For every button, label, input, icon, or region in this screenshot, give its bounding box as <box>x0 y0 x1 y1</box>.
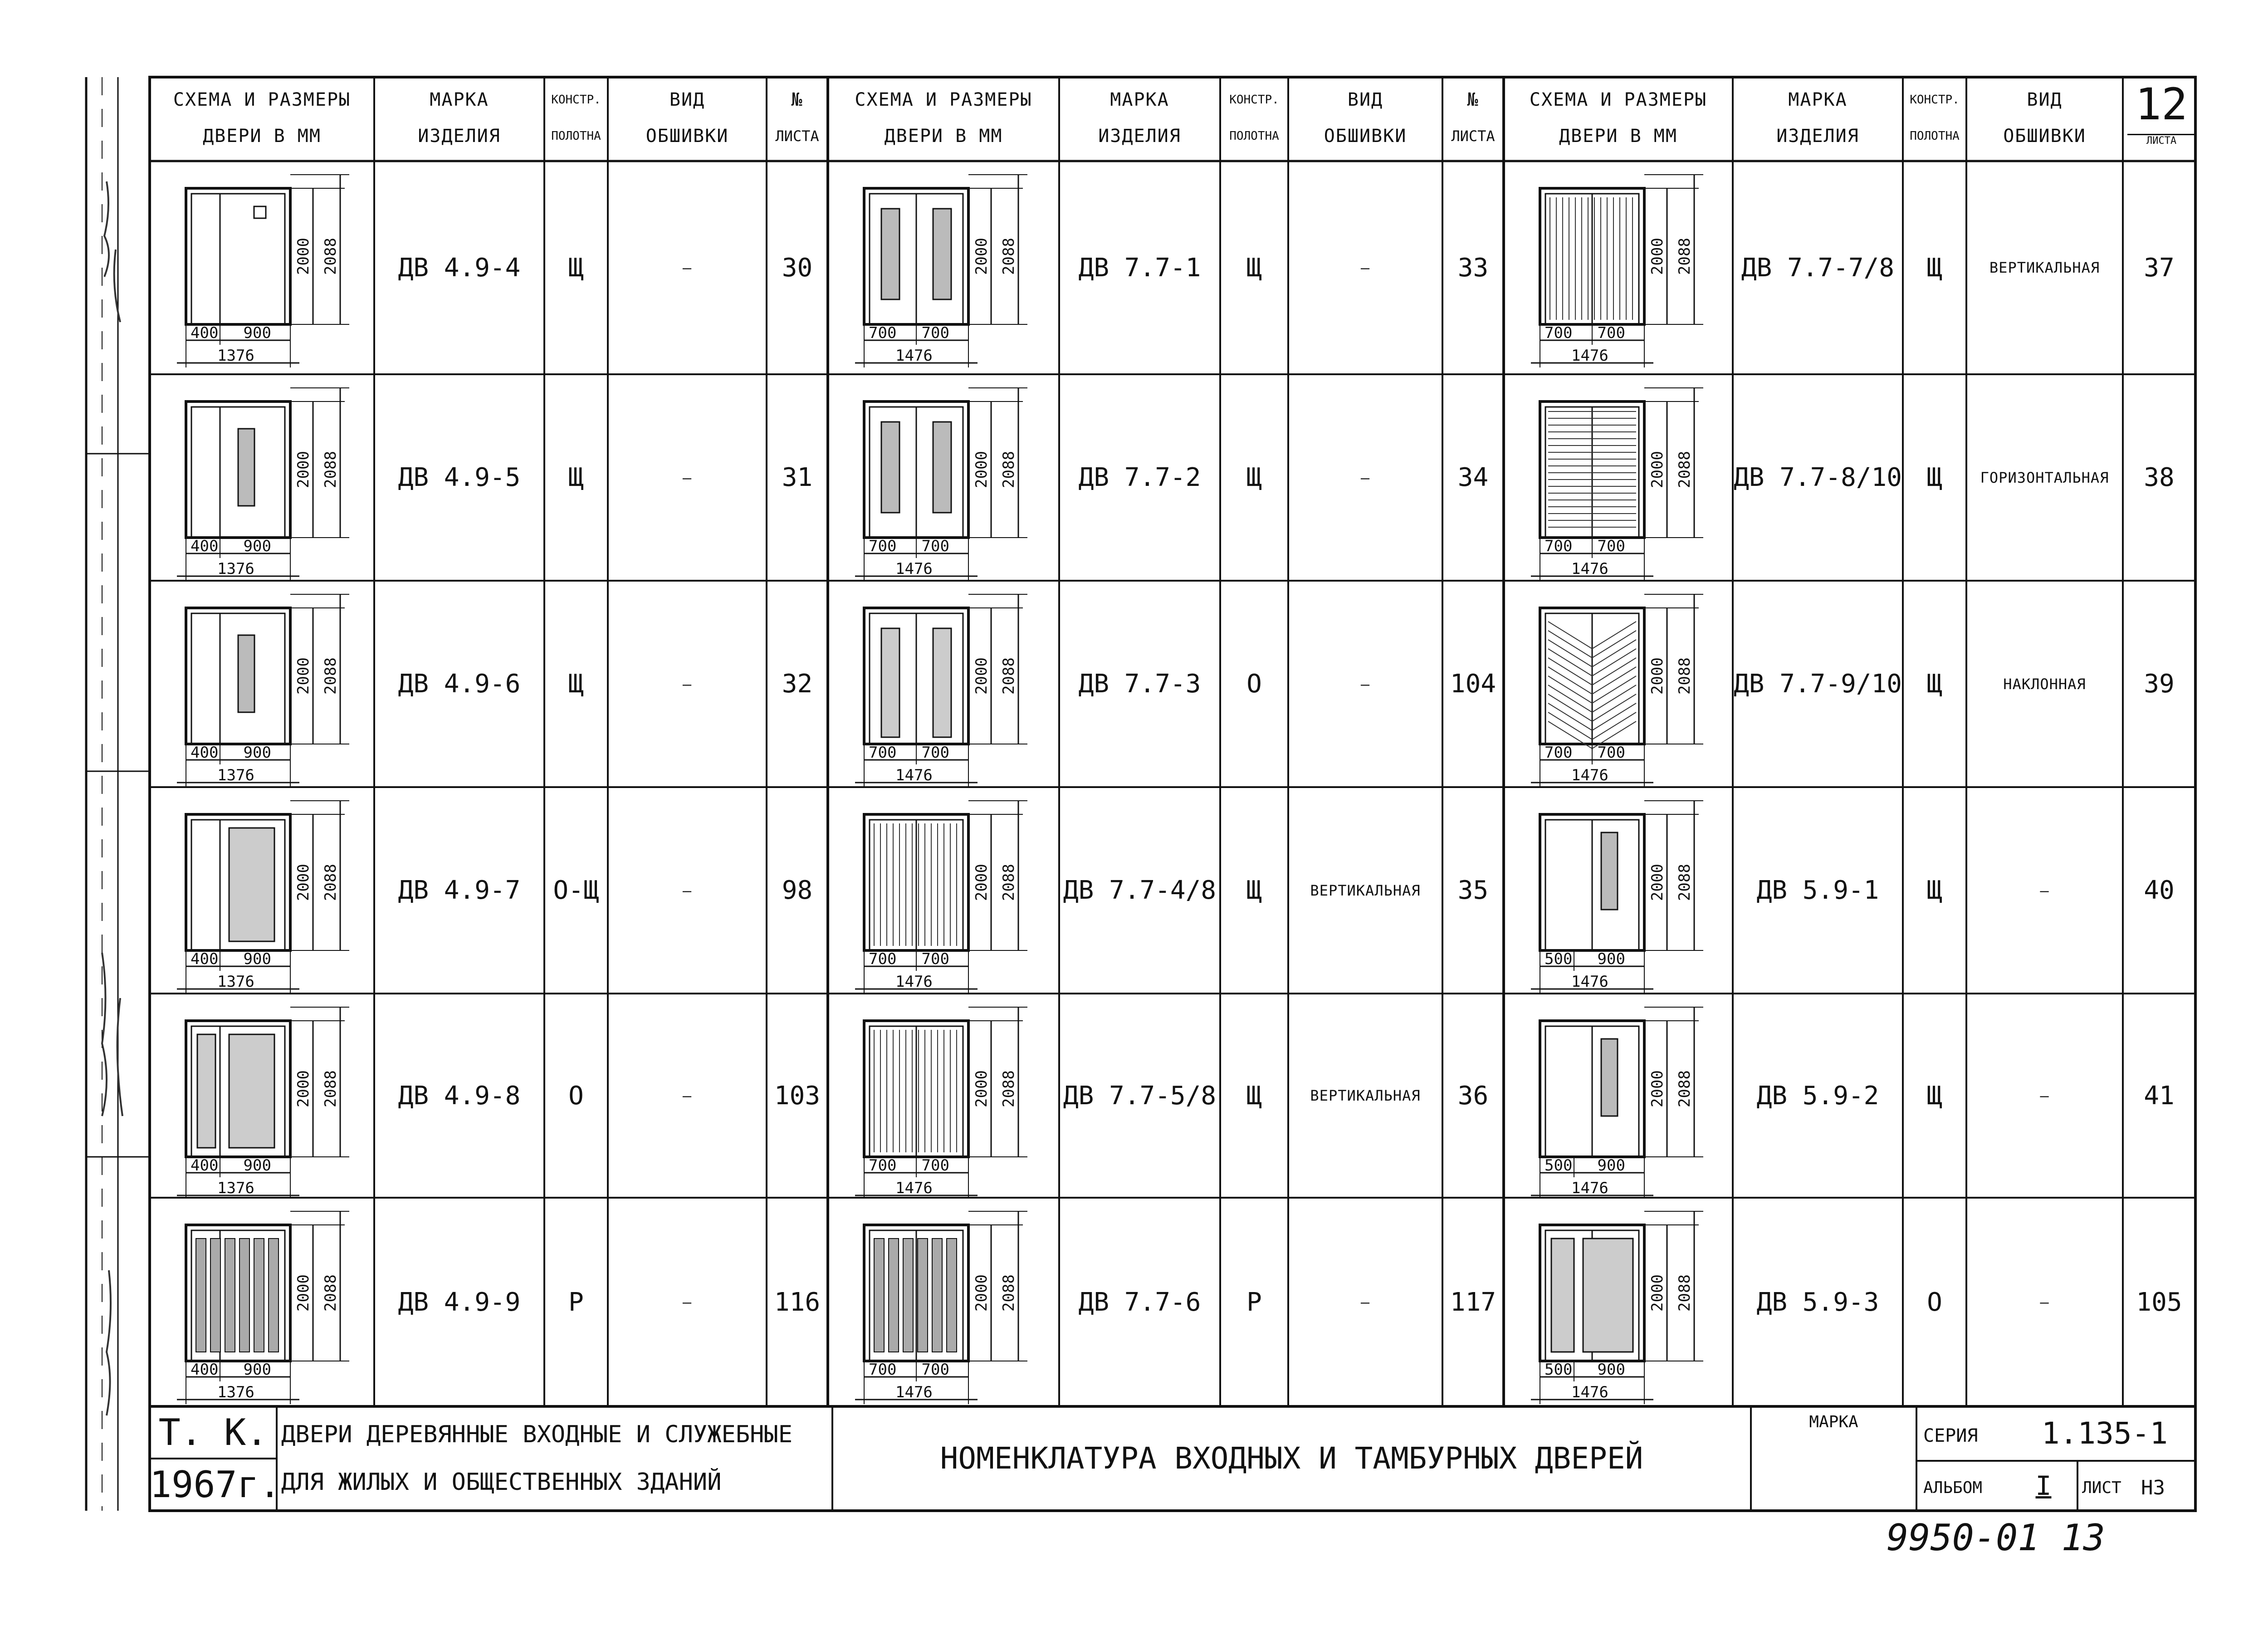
dim-height-2088: 2088 <box>322 864 340 901</box>
dim-width-1: 400 <box>191 1361 219 1379</box>
door-sheet-number: 36 <box>1457 1081 1489 1111</box>
dim-width-2: 700 <box>1597 744 1625 762</box>
dim-total-width: 1476 <box>895 766 933 784</box>
door-construction: Щ <box>1246 463 1262 492</box>
door-scheme-drawing <box>828 161 1059 374</box>
dim-height-2088: 2088 <box>322 1070 340 1107</box>
door-cladding: — <box>1360 469 1370 486</box>
door-construction: Щ <box>1927 463 1942 492</box>
door-sheet-number: 38 <box>2144 463 2175 492</box>
door-scheme-drawing <box>828 374 1059 581</box>
door-mark: ДВ 7.7-8/10 <box>1734 463 1902 492</box>
door-scheme-drawing <box>150 581 374 787</box>
door-sheet-number: 103 <box>774 1081 821 1111</box>
door-construction: О <box>568 1081 584 1111</box>
dim-height-2088: 2088 <box>322 1274 340 1312</box>
door-cladding: НАКЛОННАЯ <box>2003 675 2086 693</box>
dim-total-width: 1376 <box>217 973 254 991</box>
dim-width-1: 500 <box>1545 1156 1573 1175</box>
door-construction: Щ <box>1246 1081 1262 1111</box>
dim-height-2088: 2088 <box>1000 238 1018 275</box>
door-construction: Щ <box>1927 1081 1942 1111</box>
door-cladding: — <box>2040 881 2049 899</box>
dim-total-width: 1376 <box>217 347 254 365</box>
door-scheme-drawing <box>150 374 374 581</box>
dim-height-2088: 2088 <box>1000 657 1018 695</box>
header-scheme-2: ДВЕРИ В ММ <box>1559 126 1677 147</box>
dim-height-2088: 2088 <box>1676 238 1694 275</box>
door-sheet-number: 105 <box>2136 1287 2182 1317</box>
dim-height-2000: 2000 <box>1648 1274 1667 1312</box>
door-cladding: ГОРИЗОНТАЛЬНАЯ <box>1980 469 2109 486</box>
header-konstr-2: ПОЛОТНА <box>1910 129 1960 143</box>
dim-height-2000: 2000 <box>1648 238 1667 275</box>
dim-height-2000: 2000 <box>294 1070 313 1107</box>
dim-width-1: 400 <box>191 950 219 968</box>
header-no: № <box>791 89 803 110</box>
dim-width-1: 400 <box>191 1156 219 1175</box>
door-mark: ДВ 7.7-1 <box>1078 253 1201 283</box>
header-vid: ВИД <box>669 89 705 110</box>
margin-notes <box>88 91 147 1497</box>
door-mark: ДВ 5.9-2 <box>1756 1081 1879 1111</box>
stamp-list-label: ЛИСТ <box>2082 1479 2121 1497</box>
dim-total-width: 1476 <box>1571 1179 1608 1197</box>
dim-width-1: 700 <box>1545 744 1573 762</box>
door-cladding: ВЕРТИКАЛЬНАЯ <box>1310 881 1421 899</box>
stamp-album-value: I <box>2035 1470 2052 1501</box>
dim-width-2: 900 <box>243 950 271 968</box>
door-construction: Р <box>568 1287 584 1317</box>
door-construction: Щ <box>1927 253 1942 283</box>
door-mark: ДВ 5.9-1 <box>1756 876 1879 905</box>
door-sheet-number: 30 <box>782 253 813 283</box>
door-mark: ДВ 7.7-6 <box>1078 1287 1201 1317</box>
door-scheme-drawing <box>1504 787 1733 994</box>
door-construction: Щ <box>568 463 584 492</box>
dim-width-1: 400 <box>191 324 219 342</box>
dim-total-width: 1476 <box>1571 973 1608 991</box>
door-mark: ДВ 5.9-3 <box>1756 1287 1879 1317</box>
dim-width-1: 400 <box>191 744 219 762</box>
door-mark: ДВ 7.7-3 <box>1078 669 1201 699</box>
header-vid: ВИД <box>2027 89 2063 110</box>
dim-total-width: 1476 <box>1571 560 1608 578</box>
dim-height-2088: 2088 <box>1000 1274 1018 1312</box>
door-construction: Щ <box>568 253 584 283</box>
header-vid: ВИД <box>1347 89 1383 110</box>
header-konstr-2: ПОЛОТНА <box>1229 129 1279 143</box>
door-sheet-number: 31 <box>782 463 813 492</box>
door-construction: О-Щ <box>553 876 599 905</box>
door-cladding: — <box>682 881 692 899</box>
door-construction: Р <box>1246 1287 1262 1317</box>
door-scheme-drawing <box>150 161 374 374</box>
dim-height-2000: 2000 <box>973 238 991 275</box>
header-no: № <box>1467 89 1479 110</box>
dim-height-2000: 2000 <box>294 864 313 901</box>
dim-width-2: 900 <box>243 537 271 555</box>
door-mark: ДВ 4.9-9 <box>398 1287 521 1317</box>
dim-width-2: 900 <box>243 1361 271 1379</box>
stamp-tk: Т. К. <box>158 1411 268 1454</box>
dim-width-1: 700 <box>1545 537 1573 555</box>
header-scheme: СХЕМА И РАЗМЕРЫ <box>855 89 1032 110</box>
stamp-list-value: Н3 <box>2141 1476 2165 1499</box>
stamp-year: 1967г. <box>150 1464 281 1506</box>
header-konstr-2: ПОЛОТНА <box>551 129 601 143</box>
door-scheme-drawing <box>1504 994 1733 1198</box>
door-mark: ДВ 7.7-7/8 <box>1741 253 1895 283</box>
dim-width-1: 500 <box>1545 1361 1573 1379</box>
dim-total-width: 1476 <box>895 1383 933 1401</box>
dim-width-2: 900 <box>1597 950 1625 968</box>
dim-width-2: 700 <box>921 1361 949 1379</box>
door-sheet-number: 40 <box>2144 876 2175 905</box>
stamp-album-label: АЛЬБОМ <box>1923 1479 1983 1497</box>
dim-width-1: 700 <box>1545 324 1573 342</box>
dim-total-width: 1376 <box>217 1383 254 1401</box>
door-cladding: ВЕРТИКАЛЬНАЯ <box>1989 259 2100 276</box>
header-mark-2: ИЗДЕЛИЯ <box>1098 126 1181 147</box>
dim-total-width: 1476 <box>1571 347 1608 365</box>
door-scheme-drawing <box>828 581 1059 787</box>
dim-total-width: 1476 <box>895 1179 933 1197</box>
dim-height-2088: 2088 <box>1676 451 1694 488</box>
door-sheet-number: 117 <box>1450 1287 1496 1317</box>
door-cladding: — <box>682 1293 692 1311</box>
dim-width-2: 700 <box>921 744 949 762</box>
door-cladding: — <box>2040 1087 2049 1104</box>
door-mark: ДВ 4.9-4 <box>398 253 521 283</box>
door-scheme-drawing <box>1504 1198 1733 1406</box>
dim-width-2: 700 <box>921 324 949 342</box>
dim-height-2000: 2000 <box>294 1274 313 1312</box>
header-no-2: ЛИСТА <box>775 127 819 145</box>
dim-width-1: 700 <box>869 324 897 342</box>
door-construction: Щ <box>1246 253 1262 283</box>
header-scheme: СХЕМА И РАЗМЕРЫ <box>173 89 351 110</box>
door-sheet-number: 35 <box>1457 876 1489 905</box>
stamp-seria-value: 1.135-1 <box>2041 1416 2168 1451</box>
door-scheme-drawing <box>1504 581 1733 787</box>
door-sheet-number: 39 <box>2144 669 2175 699</box>
door-mark: ДВ 7.7-2 <box>1078 463 1201 492</box>
door-mark: ДВ 4.9-5 <box>398 463 521 492</box>
dim-width-2: 700 <box>1597 324 1625 342</box>
dim-total-width: 1476 <box>1571 766 1608 784</box>
dim-height-2000: 2000 <box>1648 451 1667 488</box>
dim-total-width: 1476 <box>895 973 933 991</box>
dim-height-2088: 2088 <box>1676 864 1694 901</box>
dim-width-1: 700 <box>869 1361 897 1379</box>
header-vid-2: ОБШИВКИ <box>2003 126 2086 147</box>
dim-width-2: 900 <box>243 324 271 342</box>
dim-width-2: 900 <box>243 1156 271 1175</box>
door-cladding: — <box>1360 259 1370 276</box>
door-sheet-number: 104 <box>1450 669 1496 699</box>
header-konstr: КОНСТР. <box>1229 93 1279 107</box>
dim-width-1: 700 <box>869 744 897 762</box>
dim-height-2000: 2000 <box>973 657 991 695</box>
dim-height-2000: 2000 <box>1648 864 1667 901</box>
door-construction: О <box>1246 669 1262 699</box>
stamp-title-1: ДВЕРИ ДЕРЕВЯННЫЕ ВХОДНЫЕ И СЛУЖЕБНЫЕ <box>281 1421 793 1448</box>
dim-width-2: 700 <box>921 1156 949 1175</box>
dim-width-2: 700 <box>921 537 949 555</box>
door-scheme-drawing <box>828 787 1059 994</box>
dim-height-2000: 2000 <box>973 451 991 488</box>
header-konstr: КОНСТР. <box>1910 93 1960 107</box>
dim-height-2088: 2088 <box>1000 864 1018 901</box>
door-construction: Щ <box>1246 876 1262 905</box>
door-scheme-drawing <box>1504 374 1733 581</box>
dim-total-width: 1376 <box>217 766 254 784</box>
dim-width-2: 700 <box>1597 537 1625 555</box>
header-mark: МАРКА <box>430 89 489 110</box>
dim-height-2088: 2088 <box>1676 657 1694 695</box>
door-mark: ДВ 7.7-4/8 <box>1063 876 1217 905</box>
header-no-2: ЛИСТА <box>1451 127 1495 145</box>
dim-height-2000: 2000 <box>294 238 313 275</box>
header-konstr: КОНСТР. <box>551 93 601 107</box>
header-vid-2: ОБШИВКИ <box>645 126 729 147</box>
door-sheet-number: 116 <box>774 1287 821 1317</box>
header-scheme-2: ДВЕРИ В ММ <box>203 126 321 147</box>
door-construction: Щ <box>1927 669 1942 699</box>
dim-width-1: 700 <box>869 950 897 968</box>
door-cladding: — <box>682 469 692 486</box>
door-sheet-number: 32 <box>782 669 813 699</box>
dim-height-2088: 2088 <box>322 238 340 275</box>
header-mark: МАРКА <box>1110 89 1169 110</box>
dim-width-2: 700 <box>921 950 949 968</box>
door-construction: О <box>1927 1287 1942 1317</box>
door-construction: Щ <box>1927 876 1942 905</box>
door-scheme-drawing <box>150 994 374 1198</box>
dim-total-width: 1476 <box>1571 1383 1608 1401</box>
dim-total-width: 1376 <box>217 1179 254 1197</box>
dim-width-2: 900 <box>1597 1156 1625 1175</box>
margin-scribble-icon <box>88 91 147 1497</box>
dim-total-width: 1476 <box>895 560 933 578</box>
dim-height-2000: 2000 <box>973 1274 991 1312</box>
door-mark: ДВ 4.9-6 <box>398 669 521 699</box>
dim-height-2088: 2088 <box>322 451 340 488</box>
dim-height-2088: 2088 <box>1000 1070 1018 1107</box>
stamp-title-2: ДЛЯ ЖИЛЫХ И ОБЩЕСТВЕННЫХ ЗДАНИЙ <box>281 1469 722 1496</box>
dim-width-2: 900 <box>1597 1361 1625 1379</box>
stamp-marka-label: МАРКА <box>1809 1413 1858 1431</box>
dim-width-1: 700 <box>869 1156 897 1175</box>
door-scheme-drawing <box>150 787 374 994</box>
corner-sheet-number: 12 <box>2135 79 2188 130</box>
door-cladding: — <box>1360 675 1370 693</box>
door-cladding: — <box>682 259 692 276</box>
door-scheme-drawing <box>828 994 1059 1198</box>
door-construction: Щ <box>568 669 584 699</box>
door-scheme-drawing <box>828 1198 1059 1406</box>
door-mark: ДВ 4.9-8 <box>398 1081 521 1111</box>
door-mark: ДВ 7.7-9/10 <box>1734 669 1902 699</box>
dim-height-2000: 2000 <box>294 657 313 695</box>
door-cladding: — <box>682 1087 692 1104</box>
dim-height-2000: 2000 <box>1648 657 1667 695</box>
dim-total-width: 1376 <box>217 560 254 578</box>
dim-height-2088: 2088 <box>1676 1274 1694 1312</box>
dim-height-2088: 2088 <box>1000 451 1018 488</box>
dim-height-2000: 2000 <box>973 864 991 901</box>
header-mark-2: ИЗДЕЛИЯ <box>418 126 501 147</box>
dim-width-2: 900 <box>243 744 271 762</box>
door-cladding: — <box>682 675 692 693</box>
dim-height-2000: 2000 <box>294 451 313 488</box>
door-cladding: — <box>1360 1293 1370 1311</box>
header-mark-2: ИЗДЕЛИЯ <box>1776 126 1859 147</box>
door-mark: ДВ 7.7-5/8 <box>1063 1081 1217 1111</box>
corner-sheet-label: ЛИСТА <box>2127 134 2195 153</box>
dim-total-width: 1476 <box>895 347 933 365</box>
door-scheme-drawing <box>150 1198 374 1406</box>
door-sheet-number: 34 <box>1457 463 1489 492</box>
door-scheme-drawing <box>1504 161 1733 374</box>
door-mark: ДВ 4.9-7 <box>398 876 521 905</box>
door-sheet-number: 98 <box>782 876 813 905</box>
header-mark: МАРКА <box>1788 89 1848 110</box>
dim-height-2088: 2088 <box>322 657 340 695</box>
header-scheme-2: ДВЕРИ В ММ <box>884 126 1003 147</box>
dim-width-1: 500 <box>1545 950 1573 968</box>
dim-width-1: 700 <box>869 537 897 555</box>
header-vid-2: ОБШИВКИ <box>1324 126 1407 147</box>
door-cladding: — <box>2040 1293 2049 1311</box>
door-sheet-number: 41 <box>2144 1081 2175 1111</box>
door-sheet-number: 33 <box>1457 253 1489 283</box>
dim-height-2000: 2000 <box>973 1070 991 1107</box>
dim-width-1: 400 <box>191 537 219 555</box>
dim-height-2088: 2088 <box>1676 1070 1694 1107</box>
footer-archive-number: 9950-01 13 <box>1887 1517 2105 1559</box>
header-scheme: СХЕМА И РАЗМЕРЫ <box>1529 89 1707 110</box>
sheet-title: НОМЕНКЛАТУРА ВХОДНЫХ И ТАМБУРНЫХ ДВЕРЕЙ <box>940 1441 1643 1476</box>
stamp-seria-label: СЕРИЯ <box>1923 1425 1978 1446</box>
dim-height-2000: 2000 <box>1648 1070 1667 1107</box>
door-cladding: ВЕРТИКАЛЬНАЯ <box>1310 1087 1421 1104</box>
door-sheet-number: 37 <box>2144 253 2175 283</box>
